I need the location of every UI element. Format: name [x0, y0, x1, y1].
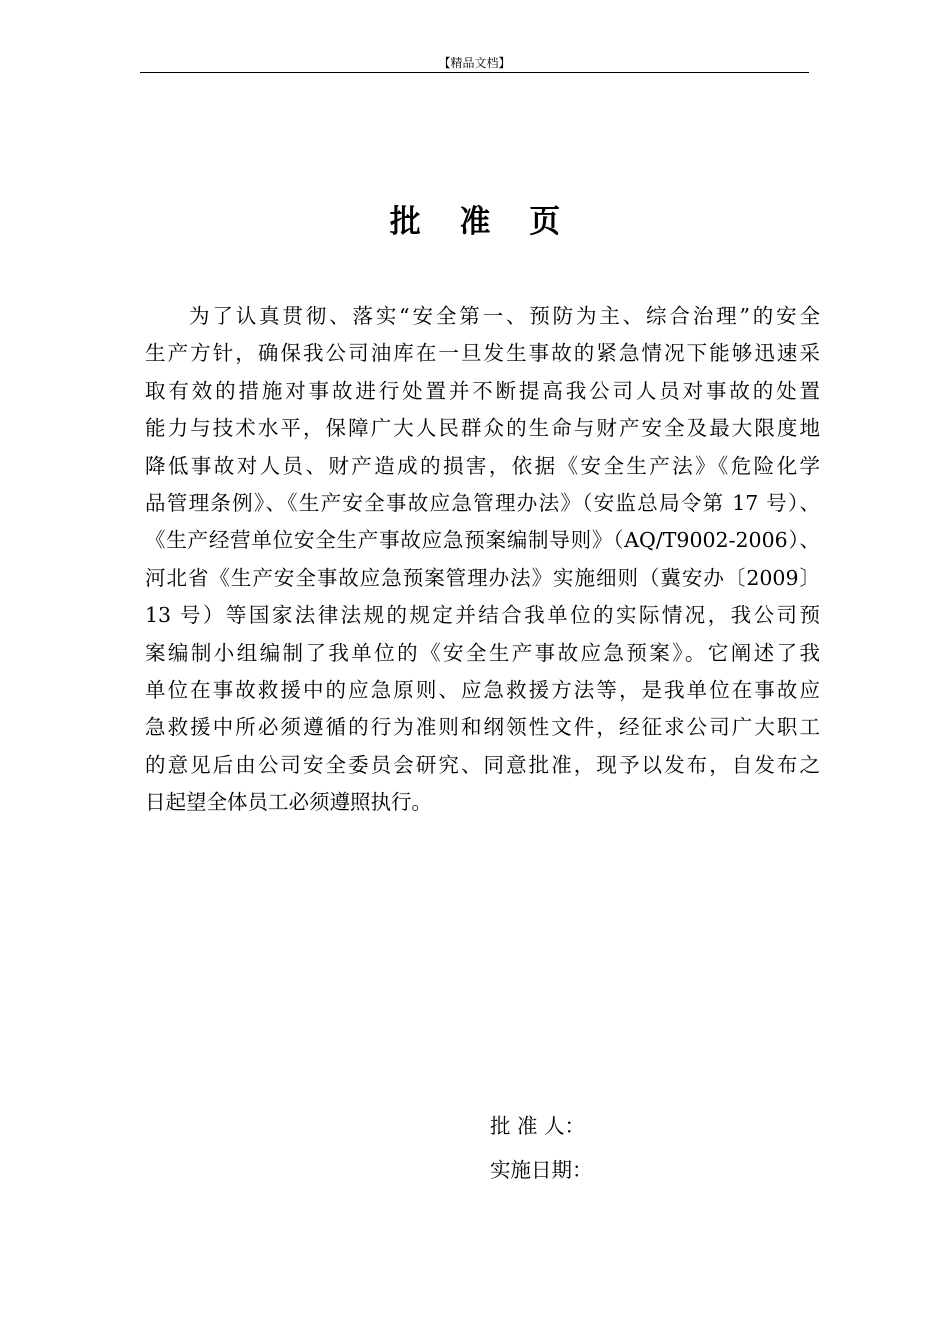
signature-block: [490, 1104, 593, 1192]
paragraph-line: 案编制小组编制了我单位的《安全生产事故应急预案》。它阐述了我: [145, 640, 820, 665]
paragraph-line: 降低事故对人员、财产造成的损害，依据《安全生产法》《危险化学: [145, 453, 820, 478]
paragraph-line: 河北省《生产安全事故应急预案管理办法》实施细则（冀安办〔2009〕: [145, 565, 820, 590]
paragraph-line: 能力与技术水平，保障广大人民群众的生命与财产安全及最大限度地: [145, 416, 820, 441]
paragraph-line: 的意见后由公司安全委员会研究、同意批准，现予以发布，自发布之: [145, 752, 820, 777]
approver-label: 批 准 人：: [490, 1114, 586, 1138]
paragraph-line: 生产方针，确保我公司油库在一旦发生事故的紧急情况下能够迅速采: [145, 341, 820, 366]
page-title: 批 准 页: [389, 204, 575, 240]
paragraph-line: 《生产经营单位安全生产事故应急预案编制导则》（AQ/T9002-2006）、: [145, 528, 820, 553]
paragraph-line: 急救援中所必须遵循的行为准则和纲领性文件，经征求公司广大职工: [145, 715, 820, 740]
paragraph-line: 单位在事故救援中的应急原则、应急救援方法等，是我单位在事故应: [145, 677, 820, 702]
paragraph-line: 为了认真贯彻、落实“安全第一、预防为主、综合治理”的安全: [189, 304, 820, 328]
paragraph-line: 取有效的措施对事故进行处置并不断提高我公司人员对事故的处置: [145, 378, 820, 403]
paragraph-line: 日起望全体员工必须遵照执行。: [145, 790, 432, 815]
header-label: 【精品文档】: [438, 56, 511, 70]
body-paragraph: [145, 298, 820, 821]
paragraph-line: 13 号）等国家法律法规的规定并结合我单位的实际情况，我公司预: [145, 603, 820, 628]
page-header: [140, 56, 809, 73]
effective-date-label: 实施日期：: [490, 1158, 593, 1182]
paragraph-line: 品管理条例》、《生产安全事故应急管理办法》（安监总局令第 17 号）、: [145, 490, 820, 515]
